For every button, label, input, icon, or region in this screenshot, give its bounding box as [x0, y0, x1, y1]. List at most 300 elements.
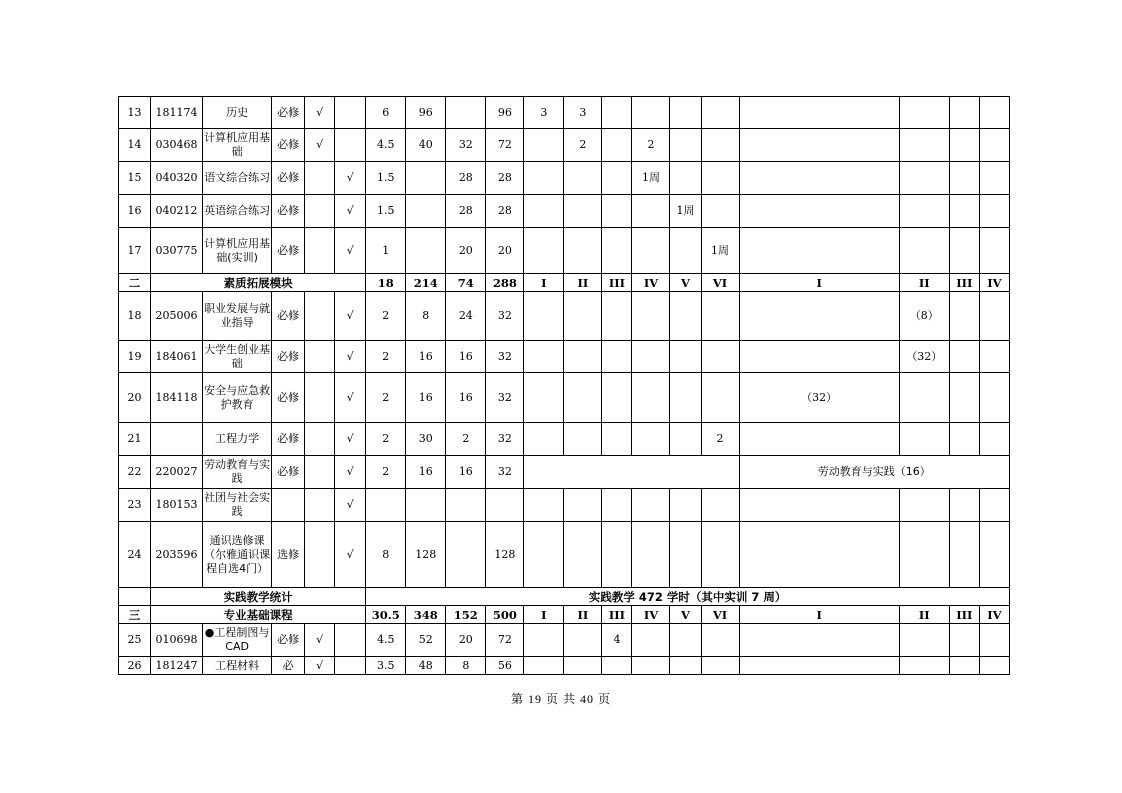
exam-mark	[305, 292, 335, 341]
course-name: 大学生创业基础	[203, 341, 272, 373]
check-mark: √	[335, 195, 366, 228]
practice-stat-row	[119, 588, 1010, 606]
check-mark: √	[335, 228, 366, 274]
empty-cell	[632, 292, 670, 341]
term-2	[564, 195, 602, 228]
course-name: 安全与应急救护教育	[203, 373, 272, 423]
term-4	[632, 195, 670, 228]
empty-cell	[899, 657, 949, 675]
course-type: 选修	[272, 522, 305, 588]
term-3	[602, 195, 632, 228]
practice-hours: 28	[446, 162, 486, 195]
exam-mark	[305, 423, 335, 456]
term-header: I	[524, 274, 564, 292]
term-header: III	[602, 606, 632, 624]
term-6: 1周	[701, 228, 739, 274]
course-type: 必修	[272, 341, 305, 373]
term-6	[701, 195, 739, 228]
section-credit: 30.5	[366, 606, 406, 624]
empty-cell	[602, 489, 632, 522]
section-theory: 214	[406, 274, 446, 292]
empty-cell	[739, 423, 899, 456]
practice-hours: 2	[446, 423, 486, 456]
empty-cell	[670, 489, 701, 522]
empty-cell	[564, 522, 602, 588]
total-hours: 72	[486, 129, 524, 162]
empty-cell	[979, 522, 1009, 588]
section-title: 专业基础课程	[151, 606, 366, 624]
row-no: 21	[119, 423, 151, 456]
empty-cell	[701, 522, 739, 588]
empty-cell	[739, 341, 899, 373]
theory-hours: 16	[406, 456, 446, 489]
practice-hours	[446, 522, 486, 588]
empty-cell	[899, 97, 949, 129]
term-note: （32）	[899, 341, 949, 373]
theory-hours	[406, 228, 446, 274]
term-header: II	[899, 274, 949, 292]
credit-cell: 3.5	[366, 657, 406, 675]
page-footer: 第 19 页 共 40 页	[510, 692, 611, 706]
empty-cell	[739, 292, 899, 341]
table-row	[119, 341, 1010, 373]
empty-cell	[949, 129, 979, 162]
empty-cell	[602, 522, 632, 588]
row-no: 19	[119, 341, 151, 373]
empty-cell	[899, 624, 949, 657]
empty-cell	[524, 341, 564, 373]
term-1	[524, 195, 564, 228]
practice-hours: 16	[446, 456, 486, 489]
total-hours: 72	[486, 624, 524, 657]
empty-cell	[899, 423, 949, 456]
section-header-row	[119, 606, 1010, 624]
empty-cell	[949, 341, 979, 373]
total-hours: 32	[486, 423, 524, 456]
empty-cell	[899, 162, 949, 195]
term-6	[701, 162, 739, 195]
term-2: 2	[564, 129, 602, 162]
section-no: 二	[119, 274, 151, 292]
course-name: 职业发展与就业指导	[203, 292, 272, 341]
credit-cell: 6	[366, 97, 406, 129]
empty-cell	[979, 97, 1009, 129]
exam-mark: √	[305, 624, 335, 657]
empty-cell	[632, 423, 670, 456]
check-mark: √	[335, 373, 366, 423]
course-code	[151, 423, 203, 456]
section-practice: 74	[446, 274, 486, 292]
section-credit: 18	[366, 274, 406, 292]
table-row	[119, 624, 1010, 657]
section-total: 500	[486, 606, 524, 624]
total-hours: 20	[486, 228, 524, 274]
term-header: II	[564, 274, 602, 292]
course-name: ●工程制图与 CAD	[203, 624, 272, 657]
empty-cell	[670, 373, 701, 423]
empty-cell	[524, 292, 564, 341]
course-code: 205006	[151, 292, 203, 341]
term-4	[632, 97, 670, 129]
check-mark: √	[335, 341, 366, 373]
empty-cell	[949, 373, 979, 423]
row-no: 16	[119, 195, 151, 228]
theory-hours: 48	[406, 657, 446, 675]
empty-cell	[949, 162, 979, 195]
term-4: 2	[632, 129, 670, 162]
term-1: 3	[524, 97, 564, 129]
empty-cell	[670, 341, 701, 373]
credit-cell: 2	[366, 341, 406, 373]
course-type: 必修	[272, 456, 305, 489]
table-row	[119, 228, 1010, 274]
empty-cell	[979, 195, 1009, 228]
exam-mark: √	[305, 97, 335, 129]
empty-cell	[739, 522, 899, 588]
table-row	[119, 423, 1010, 456]
theory-hours: 52	[406, 624, 446, 657]
empty-cell	[670, 657, 701, 675]
term-header: V	[670, 606, 701, 624]
course-code: 184118	[151, 373, 203, 423]
row-no: 18	[119, 292, 151, 341]
exam-mark	[305, 341, 335, 373]
check-mark: √	[335, 456, 366, 489]
empty-cell	[564, 341, 602, 373]
term-header: III	[602, 274, 632, 292]
term-5	[670, 129, 701, 162]
credit-cell: 2	[366, 423, 406, 456]
table-row	[119, 292, 1010, 341]
empty-cell	[979, 373, 1009, 423]
empty-cell	[949, 97, 979, 129]
empty-cell	[564, 292, 602, 341]
total-hours: 32	[486, 292, 524, 341]
term-note: （32）	[739, 373, 899, 423]
section-theory: 348	[406, 606, 446, 624]
empty-cell	[739, 489, 899, 522]
row-no: 25	[119, 624, 151, 657]
empty-cell	[632, 624, 670, 657]
total-hours: 32	[486, 341, 524, 373]
table-row	[119, 162, 1010, 195]
total-hours: 128	[486, 522, 524, 588]
row-no: 22	[119, 456, 151, 489]
term-note: （8）	[899, 292, 949, 341]
empty-cell	[701, 624, 739, 657]
course-type: 必修	[272, 292, 305, 341]
term-header: I	[524, 606, 564, 624]
practice-hours: 16	[446, 341, 486, 373]
empty-cell	[632, 657, 670, 675]
empty-cell	[739, 162, 899, 195]
term-header: IV	[979, 274, 1009, 292]
practice-stat-value: 实践教学 472 学时（其中实训 7 周）	[366, 588, 1010, 606]
empty-cell	[602, 341, 632, 373]
term-header: III	[949, 274, 979, 292]
check-mark	[335, 97, 366, 129]
theory-hours: 16	[406, 373, 446, 423]
total-hours: 32	[486, 373, 524, 423]
empty-cell	[524, 624, 564, 657]
course-code: 030775	[151, 228, 203, 274]
section-total: 288	[486, 274, 524, 292]
exam-mark	[305, 489, 335, 522]
empty-cell	[524, 456, 739, 489]
empty-cell	[739, 97, 899, 129]
practice-hours: 24	[446, 292, 486, 341]
credit-cell: 8	[366, 522, 406, 588]
term-3	[602, 228, 632, 274]
term-1	[524, 162, 564, 195]
table-row	[119, 456, 1010, 489]
course-type: 必	[272, 657, 305, 675]
exam-mark: √	[305, 129, 335, 162]
row-no: 23	[119, 489, 151, 522]
empty-cell	[979, 228, 1009, 274]
empty-cell	[524, 489, 564, 522]
check-mark: √	[335, 423, 366, 456]
term-1	[524, 129, 564, 162]
row-no: 15	[119, 162, 151, 195]
term-4: 1周	[632, 162, 670, 195]
row-no: 26	[119, 657, 151, 675]
empty-cell	[119, 588, 151, 606]
practice-hours: 32	[446, 129, 486, 162]
term-header: III	[949, 606, 979, 624]
row-no: 24	[119, 522, 151, 588]
empty-cell	[979, 292, 1009, 341]
empty-cell	[446, 489, 486, 522]
term-5	[670, 162, 701, 195]
empty-cell	[670, 292, 701, 341]
empty-cell	[949, 624, 979, 657]
credit-cell: 4.5	[366, 624, 406, 657]
check-mark: √	[335, 522, 366, 588]
course-type: 必修	[272, 423, 305, 456]
empty-cell	[701, 341, 739, 373]
term-2: 3	[564, 97, 602, 129]
theory-hours	[406, 162, 446, 195]
course-name: 语文综合练习	[203, 162, 272, 195]
table-row	[119, 129, 1010, 162]
empty-cell	[486, 489, 524, 522]
empty-cell	[564, 423, 602, 456]
empty-cell	[949, 522, 979, 588]
empty-cell	[602, 292, 632, 341]
term-4	[632, 228, 670, 274]
course-code: 040320	[151, 162, 203, 195]
empty-cell	[602, 423, 632, 456]
curriculum-table	[118, 96, 1010, 675]
empty-cell	[701, 489, 739, 522]
course-name: 历史	[203, 97, 272, 129]
practice-hours: 28	[446, 195, 486, 228]
term-header: I	[739, 606, 899, 624]
empty-cell	[632, 522, 670, 588]
empty-cell	[670, 423, 701, 456]
course-name: 计算机应用基础(实训)	[203, 228, 272, 274]
term-3	[602, 129, 632, 162]
empty-cell	[670, 624, 701, 657]
exam-mark	[305, 195, 335, 228]
theory-hours: 40	[406, 129, 446, 162]
term-3	[602, 97, 632, 129]
practice-hours: 8	[446, 657, 486, 675]
table-row	[119, 489, 1010, 522]
course-type: 必修	[272, 228, 305, 274]
empty-cell	[739, 624, 899, 657]
check-mark	[335, 129, 366, 162]
empty-cell	[949, 657, 979, 675]
credit-cell: 1.5	[366, 195, 406, 228]
course-type: 必修	[272, 162, 305, 195]
term-3	[602, 162, 632, 195]
table-row	[119, 373, 1010, 423]
table-row	[119, 657, 1010, 675]
exam-mark	[305, 228, 335, 274]
practice-hours: 20	[446, 228, 486, 274]
theory-hours: 96	[406, 97, 446, 129]
credit-cell: 2	[366, 292, 406, 341]
term-note: 劳动教育与实践（16）	[739, 456, 1009, 489]
course-type: 必修	[272, 624, 305, 657]
course-type: 必修	[272, 129, 305, 162]
theory-hours	[406, 195, 446, 228]
section-practice: 152	[446, 606, 486, 624]
empty-cell	[979, 423, 1009, 456]
course-name: 计算机应用基础	[203, 129, 272, 162]
course-type: 必修	[272, 195, 305, 228]
course-type: 必修	[272, 373, 305, 423]
total-hours: 32	[486, 456, 524, 489]
theory-hours: 128	[406, 522, 446, 588]
empty-cell	[979, 341, 1009, 373]
term-3: 4	[602, 624, 632, 657]
course-name: 社团与社会实践	[203, 489, 272, 522]
empty-cell	[979, 657, 1009, 675]
course-type	[272, 489, 305, 522]
empty-cell	[564, 657, 602, 675]
empty-cell	[524, 522, 564, 588]
row-no: 14	[119, 129, 151, 162]
course-code: 203596	[151, 522, 203, 588]
empty-cell	[899, 129, 949, 162]
term-6: 2	[701, 423, 739, 456]
empty-cell	[899, 195, 949, 228]
term-2	[564, 162, 602, 195]
empty-cell	[949, 228, 979, 274]
empty-cell	[949, 195, 979, 228]
course-code: 180153	[151, 489, 203, 522]
theory-hours: 16	[406, 341, 446, 373]
term-1	[524, 228, 564, 274]
empty-cell	[739, 195, 899, 228]
term-header: II	[899, 606, 949, 624]
term-6	[701, 97, 739, 129]
row-no: 17	[119, 228, 151, 274]
table-row	[119, 522, 1010, 588]
table-row	[119, 97, 1010, 129]
credit-cell: 2	[366, 456, 406, 489]
credit-cell: 1.5	[366, 162, 406, 195]
term-header: II	[564, 606, 602, 624]
course-name: 劳动教育与实践	[203, 456, 272, 489]
empty-cell	[949, 423, 979, 456]
row-no: 20	[119, 373, 151, 423]
empty-cell	[899, 522, 949, 588]
check-mark	[335, 657, 366, 675]
course-code: 010698	[151, 624, 203, 657]
course-name: 工程材料	[203, 657, 272, 675]
empty-cell	[602, 373, 632, 423]
course-code: 181247	[151, 657, 203, 675]
term-header: IV	[632, 274, 670, 292]
empty-cell	[899, 373, 949, 423]
exam-mark	[305, 456, 335, 489]
check-mark: √	[335, 162, 366, 195]
term-5: 1周	[670, 195, 701, 228]
empty-cell	[949, 489, 979, 522]
term-header: IV	[632, 606, 670, 624]
empty-cell	[701, 373, 739, 423]
empty-cell	[632, 373, 670, 423]
total-hours: 96	[486, 97, 524, 129]
empty-cell	[979, 624, 1009, 657]
empty-cell	[564, 624, 602, 657]
row-no: 13	[119, 97, 151, 129]
section-no: 三	[119, 606, 151, 624]
term-5	[670, 228, 701, 274]
empty-cell	[739, 657, 899, 675]
practice-hours	[446, 97, 486, 129]
exam-mark	[305, 522, 335, 588]
course-type: 必修	[272, 97, 305, 129]
check-mark: √	[335, 292, 366, 341]
course-name: 工程力学	[203, 423, 272, 456]
check-mark: √	[335, 489, 366, 522]
empty-cell	[524, 373, 564, 423]
check-mark	[335, 624, 366, 657]
exam-mark: √	[305, 657, 335, 675]
credit-cell: 4.5	[366, 129, 406, 162]
empty-cell	[406, 489, 446, 522]
empty-cell	[564, 489, 602, 522]
empty-cell	[899, 228, 949, 274]
empty-cell	[524, 423, 564, 456]
term-header: IV	[979, 606, 1009, 624]
exam-mark	[305, 162, 335, 195]
empty-cell	[366, 489, 406, 522]
exam-mark	[305, 373, 335, 423]
total-hours: 56	[486, 657, 524, 675]
course-name: 英语综合练习	[203, 195, 272, 228]
course-code: 040212	[151, 195, 203, 228]
total-hours: 28	[486, 162, 524, 195]
empty-cell	[602, 657, 632, 675]
empty-cell	[739, 228, 899, 274]
empty-cell	[739, 129, 899, 162]
practice-stat-label: 实践教学统计	[151, 588, 366, 606]
term-header: VI	[701, 606, 739, 624]
practice-hours: 20	[446, 624, 486, 657]
credit-cell: 2	[366, 373, 406, 423]
section-title: 素质拓展模块	[151, 274, 366, 292]
section-header-row	[119, 274, 1010, 292]
practice-hours: 16	[446, 373, 486, 423]
term-2	[564, 228, 602, 274]
empty-cell	[949, 292, 979, 341]
